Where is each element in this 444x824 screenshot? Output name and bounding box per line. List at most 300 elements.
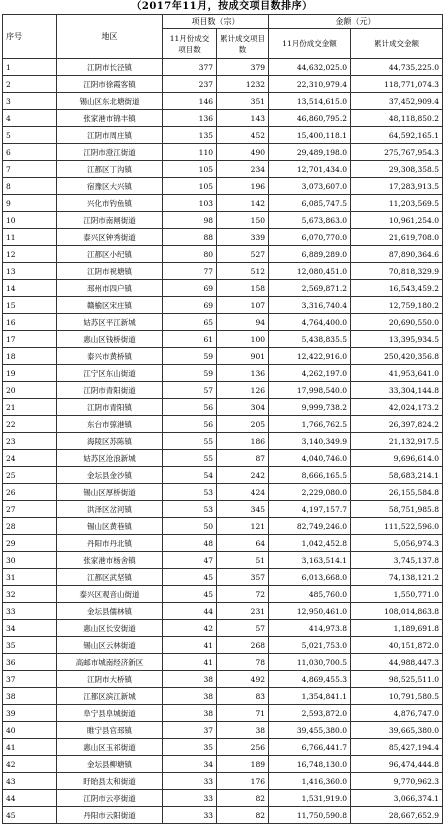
- cell-amount-total: 13,395,934.5: [351, 331, 443, 348]
- cell-amount-month: 1,042,452.8: [269, 535, 351, 552]
- cell-amount-month: 13,514,615.0: [269, 93, 351, 110]
- table-row: [3, 586, 443, 603]
- cell-projects-total: 424: [217, 484, 269, 501]
- cell-projects-month: 41: [163, 654, 217, 671]
- cell-projects-total: 231: [217, 603, 269, 620]
- cell-area: 东台市弶港镇: [57, 416, 163, 433]
- cell-area: 睢宁县官邳镇: [57, 722, 163, 739]
- table-row: [3, 552, 443, 569]
- cell-no: 4: [3, 110, 57, 127]
- cell-projects-month: 33: [163, 773, 217, 790]
- table-row: [3, 144, 443, 161]
- cell-amount-month: 414,973.8: [269, 620, 351, 637]
- cell-area: 邳州市四户镇: [57, 280, 163, 297]
- cell-projects-total: 176: [217, 773, 269, 790]
- cell-projects-month: 56: [163, 399, 217, 416]
- cell-area: 锡山区云林街道: [57, 637, 163, 654]
- cell-no: 44: [3, 790, 57, 807]
- cell-projects-total: 126: [217, 382, 269, 399]
- cell-projects-month: 54: [163, 467, 217, 484]
- cell-projects-month: 88: [163, 229, 217, 246]
- cell-no: 19: [3, 365, 57, 382]
- cell-amount-month: 17,998,540.0: [269, 382, 351, 399]
- cell-projects-total: 268: [217, 637, 269, 654]
- cell-projects-total: 83: [217, 688, 269, 705]
- cell-area: 锡山区黄巷镇: [57, 518, 163, 535]
- cell-area: 丹阳市丹北镇: [57, 535, 163, 552]
- cell-projects-month: 38: [163, 688, 217, 705]
- cell-amount-month: 12,701,434.0: [269, 161, 351, 178]
- table-row: [3, 331, 443, 348]
- cell-amount-month: 5,673,863.0: [269, 212, 351, 229]
- cell-projects-month: 59: [163, 348, 217, 365]
- cell-projects-month: 110: [163, 144, 217, 161]
- table-row: [3, 654, 443, 671]
- cell-area: 锡山区东北塘街道: [57, 93, 163, 110]
- cell-amount-total: 26,155,584.8: [351, 484, 443, 501]
- table-row: [3, 178, 443, 195]
- cell-no: 5: [3, 127, 57, 144]
- cell-amount-month: 6,085,747.5: [269, 195, 351, 212]
- cell-amount-month: 4,040,746.0: [269, 450, 351, 467]
- cell-area: 江阴市长泾镇: [57, 59, 163, 76]
- cell-amount-total: 37,452,909.4: [351, 93, 443, 110]
- cell-area: 江都区丁沟镇: [57, 161, 163, 178]
- cell-projects-month: 237: [163, 76, 217, 93]
- table-row: [3, 688, 443, 705]
- cell-amount-total: 58,751,985.8: [351, 501, 443, 518]
- cell-no: 9: [3, 195, 57, 212]
- cell-projects-total: 242: [217, 467, 269, 484]
- cell-amount-total: 44,988,447.3: [351, 654, 443, 671]
- cell-projects-total: 143: [217, 110, 269, 127]
- cell-projects-total: 82: [217, 807, 269, 824]
- cell-no: 13: [3, 263, 57, 280]
- cell-no: 22: [3, 416, 57, 433]
- cell-amount-total: 21,619,708.0: [351, 229, 443, 246]
- table-row: [3, 671, 443, 688]
- table-row: [3, 467, 443, 484]
- cell-projects-month: 80: [163, 246, 217, 263]
- cell-amount-month: 3,316,740.4: [269, 297, 351, 314]
- cell-area: 惠山区钱桥街道: [57, 331, 163, 348]
- cell-amount-total: 29,308,358.5: [351, 161, 443, 178]
- cell-area: 赣榆区宋庄镇: [57, 297, 163, 314]
- cell-projects-total: 38: [217, 722, 269, 739]
- cell-amount-month: 485,760.0: [269, 586, 351, 603]
- cell-amount-total: 33,304,144.8: [351, 382, 443, 399]
- cell-area: 江阴市大桥镇: [57, 671, 163, 688]
- cell-projects-month: 33: [163, 807, 217, 824]
- cell-projects-total: 205: [217, 416, 269, 433]
- cell-amount-month: 2,229,080.0: [269, 484, 351, 501]
- cell-no: 7: [3, 161, 57, 178]
- cell-no: 36: [3, 654, 57, 671]
- cell-amount-month: 6,013,668.0: [269, 569, 351, 586]
- header-amount-total: 累计成交金额: [351, 29, 443, 59]
- cell-projects-month: 44: [163, 603, 217, 620]
- table-row: [3, 263, 443, 280]
- cell-amount-month: 6,070,770.0: [269, 229, 351, 246]
- table-row: [3, 212, 443, 229]
- cell-projects-total: 121: [217, 518, 269, 535]
- cell-projects-total: 256: [217, 739, 269, 756]
- cell-amount-total: 10,791,580.5: [351, 688, 443, 705]
- cell-projects-month: 377: [163, 59, 217, 76]
- cell-projects-month: 59: [163, 365, 217, 382]
- cell-no: 45: [3, 807, 57, 824]
- cell-projects-total: 304: [217, 399, 269, 416]
- cell-projects-total: 186: [217, 433, 269, 450]
- table-row: [3, 535, 443, 552]
- cell-projects-total: 351: [217, 93, 269, 110]
- cell-area: 江宁区东山街道: [57, 365, 163, 382]
- cell-area: 丹阳市云阳街道: [57, 807, 163, 824]
- cell-amount-total: 87,890,364.6: [351, 246, 443, 263]
- cell-amount-month: 3,140,349.9: [269, 433, 351, 450]
- cell-amount-total: 44,735,225.0: [351, 59, 443, 76]
- cell-no: 11: [3, 229, 57, 246]
- cell-area: 惠山区长安街道: [57, 620, 163, 637]
- table-row: [3, 620, 443, 637]
- cell-no: 27: [3, 501, 57, 518]
- cell-projects-total: 196: [217, 178, 269, 195]
- cell-amount-month: 46,860,795.2: [269, 110, 351, 127]
- cell-amount-month: 4,869,455.3: [269, 671, 351, 688]
- cell-no: 28: [3, 518, 57, 535]
- cell-no: 21: [3, 399, 57, 416]
- ranking-table: [2, 14, 443, 824]
- cell-amount-month: 4,197,157.7: [269, 501, 351, 518]
- cell-no: 23: [3, 433, 57, 450]
- table-row: [3, 280, 443, 297]
- cell-projects-month: 135: [163, 127, 217, 144]
- cell-amount-month: 5,438,835.5: [269, 331, 351, 348]
- cell-amount-month: 1,354,841.1: [269, 688, 351, 705]
- cell-amount-total: 9,696,614.0: [351, 450, 443, 467]
- cell-area: 金坛县柳塘镇: [57, 756, 163, 773]
- cell-amount-month: 29,489,198.0: [269, 144, 351, 161]
- cell-area: 锡山区厚桥街道: [57, 484, 163, 501]
- table-row: [3, 127, 443, 144]
- table-row: [3, 756, 443, 773]
- table-row: [3, 739, 443, 756]
- table-row: [3, 433, 443, 450]
- cell-projects-month: 55: [163, 450, 217, 467]
- cell-no: 31: [3, 569, 57, 586]
- cell-area: 阜宁县阜城街道: [57, 705, 163, 722]
- table-row: [3, 348, 443, 365]
- cell-amount-month: 1,416,360.0: [269, 773, 351, 790]
- cell-area: 江阴市祝塘镇: [57, 263, 163, 280]
- table-row: [3, 246, 443, 263]
- cell-amount-total: 3,745,137.8: [351, 552, 443, 569]
- cell-area: 金坛县金沙镇: [57, 467, 163, 484]
- table-row: [3, 518, 443, 535]
- table-row: [3, 314, 443, 331]
- cell-amount-month: 3,163,514.1: [269, 552, 351, 569]
- cell-no: 1: [3, 59, 57, 76]
- table-row: [3, 195, 443, 212]
- cell-amount-month: 4,764,400.0: [269, 314, 351, 331]
- cell-amount-month: 15,400,118.1: [269, 127, 351, 144]
- table-row: [3, 603, 443, 620]
- cell-area: 江阴市澄江街道: [57, 144, 163, 161]
- cell-projects-total: 64: [217, 535, 269, 552]
- cell-amount-month: 2,569,871.2: [269, 280, 351, 297]
- table-body: [3, 59, 443, 824]
- table-row: [3, 76, 443, 93]
- cell-amount-total: 74,138,121.2: [351, 569, 443, 586]
- table-row: [3, 365, 443, 382]
- cell-amount-total: 70,818,329.9: [351, 263, 443, 280]
- cell-projects-total: 57: [217, 620, 269, 637]
- table-row: [3, 450, 443, 467]
- cell-area: 高邮市城南经济新区: [57, 654, 163, 671]
- cell-projects-month: 53: [163, 484, 217, 501]
- cell-amount-total: 10,961,254.0: [351, 212, 443, 229]
- cell-projects-month: 34: [163, 756, 217, 773]
- cell-amount-month: 12,950,461.0: [269, 603, 351, 620]
- table-row: [3, 229, 443, 246]
- cell-no: 20: [3, 382, 57, 399]
- cell-amount-month: 44,632,025.0: [269, 59, 351, 76]
- table-row: [3, 93, 443, 110]
- cell-amount-month: 3,073,607.0: [269, 178, 351, 195]
- cell-amount-month: 2,593,872.0: [269, 705, 351, 722]
- cell-projects-month: 98: [163, 212, 217, 229]
- cell-no: 32: [3, 586, 57, 603]
- cell-projects-total: 100: [217, 331, 269, 348]
- table-row: [3, 569, 443, 586]
- cell-area: 盱眙县太和街道: [57, 773, 163, 790]
- cell-no: 43: [3, 773, 57, 790]
- table-row: [3, 297, 443, 314]
- cell-no: 35: [3, 637, 57, 654]
- cell-amount-total: 4,876,747.0: [351, 705, 443, 722]
- cell-amount-month: 39,455,380.0: [269, 722, 351, 739]
- cell-projects-total: 51: [217, 552, 269, 569]
- cell-no: 2: [3, 76, 57, 93]
- cell-amount-total: 58,683,214.1: [351, 467, 443, 484]
- cell-projects-total: 492: [217, 671, 269, 688]
- cell-amount-total: 85,427,194.4: [351, 739, 443, 756]
- cell-projects-total: 1232: [217, 76, 269, 93]
- table-row: [3, 161, 443, 178]
- table-row: [3, 484, 443, 501]
- cell-projects-month: 38: [163, 705, 217, 722]
- cell-amount-total: 1,550,771.0: [351, 586, 443, 603]
- cell-projects-total: 82: [217, 790, 269, 807]
- cell-amount-total: 118,771,074.3: [351, 76, 443, 93]
- cell-projects-month: 69: [163, 297, 217, 314]
- cell-area: 泰兴区钟秀街道: [57, 229, 163, 246]
- cell-projects-total: 452: [217, 127, 269, 144]
- table-row: [3, 790, 443, 807]
- cell-no: 41: [3, 739, 57, 756]
- cell-amount-month: 11,750,590.8: [269, 807, 351, 824]
- cell-amount-total: 42,024,173.2: [351, 399, 443, 416]
- cell-no: 6: [3, 144, 57, 161]
- cell-projects-total: 136: [217, 365, 269, 382]
- cell-no: 42: [3, 756, 57, 773]
- cell-projects-month: 42: [163, 620, 217, 637]
- table-row: [3, 416, 443, 433]
- cell-projects-month: 69: [163, 280, 217, 297]
- cell-amount-total: 250,420,356.8: [351, 348, 443, 365]
- cell-amount-total: 41,953,641.0: [351, 365, 443, 382]
- cell-amount-total: 108,014,863.8: [351, 603, 443, 620]
- cell-projects-total: 357: [217, 569, 269, 586]
- cell-amount-total: 275,767,954.3: [351, 144, 443, 161]
- cell-projects-month: 41: [163, 637, 217, 654]
- cell-no: 14: [3, 280, 57, 297]
- cell-area: 江阴市南闸街道: [57, 212, 163, 229]
- table-caption: （2017年11月，按成交项目数排序）: [131, 1, 313, 12]
- cell-projects-total: 490: [217, 144, 269, 161]
- cell-amount-total: 28,667,652.9: [351, 807, 443, 824]
- cell-amount-month: 9,999,738.2: [269, 399, 351, 416]
- table-row: [3, 59, 443, 76]
- cell-area: 海陵区苏陈镇: [57, 433, 163, 450]
- cell-projects-total: 339: [217, 229, 269, 246]
- cell-area: 姑苏区沧浪新城: [57, 450, 163, 467]
- header-no: 序号: [3, 15, 57, 59]
- cell-projects-month: 53: [163, 501, 217, 518]
- cell-amount-total: 48,118,850.2: [351, 110, 443, 127]
- cell-projects-month: 56: [163, 416, 217, 433]
- cell-area: 兴化市钓鱼镇: [57, 195, 163, 212]
- cell-amount-month: 82,749,246.0: [269, 518, 351, 535]
- cell-area: 姑苏区平江新城: [57, 314, 163, 331]
- cell-area: 江阴市青阳镇: [57, 399, 163, 416]
- cell-projects-month: 77: [163, 263, 217, 280]
- cell-amount-total: 1,189,691.8: [351, 620, 443, 637]
- cell-no: 39: [3, 705, 57, 722]
- cell-amount-total: 17,283,913.5: [351, 178, 443, 195]
- cell-area: 金坛县儒林镇: [57, 603, 163, 620]
- header-amount-month: 11月份成交金额: [269, 29, 351, 59]
- table-row: [3, 722, 443, 739]
- cell-amount-total: 21,132,917.5: [351, 433, 443, 450]
- cell-projects-total: 71: [217, 705, 269, 722]
- cell-projects-month: 47: [163, 552, 217, 569]
- table-row: [3, 382, 443, 399]
- cell-no: 3: [3, 93, 57, 110]
- cell-projects-month: 37: [163, 722, 217, 739]
- header-projects-group: 项目数（宗）: [163, 15, 269, 29]
- cell-amount-month: 5,021,753.0: [269, 637, 351, 654]
- cell-no: 38: [3, 688, 57, 705]
- cell-amount-month: 8,666,165.5: [269, 467, 351, 484]
- cell-no: 37: [3, 671, 57, 688]
- cell-no: 16: [3, 314, 57, 331]
- cell-no: 8: [3, 178, 57, 195]
- cell-projects-total: 901: [217, 348, 269, 365]
- header-projects-month: 11月份成交项目数: [163, 29, 217, 59]
- cell-area: 泰兴区观音山街道: [57, 586, 163, 603]
- header-area: 地区: [57, 15, 163, 59]
- cell-projects-month: 136: [163, 110, 217, 127]
- cell-projects-month: 61: [163, 331, 217, 348]
- cell-amount-month: 12,422,916.0: [269, 348, 351, 365]
- cell-projects-month: 55: [163, 433, 217, 450]
- cell-projects-month: 45: [163, 569, 217, 586]
- cell-amount-total: 64,592,165.1: [351, 127, 443, 144]
- cell-no: 33: [3, 603, 57, 620]
- cell-no: 30: [3, 552, 57, 569]
- cell-projects-total: 142: [217, 195, 269, 212]
- cell-projects-total: 107: [217, 297, 269, 314]
- cell-amount-total: 5,056,974.3: [351, 535, 443, 552]
- cell-no: 34: [3, 620, 57, 637]
- cell-projects-month: 50: [163, 518, 217, 535]
- cell-amount-total: 11,203,569.5: [351, 195, 443, 212]
- cell-projects-total: 512: [217, 263, 269, 280]
- cell-projects-month: 57: [163, 382, 217, 399]
- cell-area: 泰兴市黄桥镇: [57, 348, 163, 365]
- cell-amount-month: 22,310,979.4: [269, 76, 351, 93]
- cell-amount-month: 1,766,762.5: [269, 416, 351, 433]
- cell-area: 江阴市云亭街道: [57, 790, 163, 807]
- cell-amount-total: 16,543,459.2: [351, 280, 443, 297]
- table-row: [3, 637, 443, 654]
- table-row: [3, 773, 443, 790]
- cell-projects-total: 527: [217, 246, 269, 263]
- cell-area: 江都区小纪镇: [57, 246, 163, 263]
- cell-amount-month: 1,531,919.0: [269, 790, 351, 807]
- cell-no: 10: [3, 212, 57, 229]
- cell-no: 25: [3, 467, 57, 484]
- cell-projects-month: 146: [163, 93, 217, 110]
- table-row: [3, 807, 443, 824]
- cell-area: 江都区滨江新城: [57, 688, 163, 705]
- cell-amount-month: 16,748,130.0: [269, 756, 351, 773]
- cell-amount-month: 11,030,700.5: [269, 654, 351, 671]
- cell-area: 江阴市青阳街道: [57, 382, 163, 399]
- cell-amount-total: 20,690,550.0: [351, 314, 443, 331]
- cell-projects-total: 158: [217, 280, 269, 297]
- cell-amount-month: 6,766,441.7: [269, 739, 351, 756]
- cell-no: 40: [3, 722, 57, 739]
- cell-projects-total: 78: [217, 654, 269, 671]
- cell-area: 张家港市锦丰镇: [57, 110, 163, 127]
- cell-no: 24: [3, 450, 57, 467]
- cell-amount-month: 12,080,451.0: [269, 263, 351, 280]
- table-row: [3, 501, 443, 518]
- cell-amount-total: 3,066,374.1: [351, 790, 443, 807]
- cell-area: 江都区武坚镇: [57, 569, 163, 586]
- cell-projects-month: 38: [163, 671, 217, 688]
- cell-projects-month: 105: [163, 161, 217, 178]
- cell-no: 12: [3, 246, 57, 263]
- cell-no: 17: [3, 331, 57, 348]
- cell-area: 江阴市徐霞客镇: [57, 76, 163, 93]
- cell-amount-total: 98,525,511.0: [351, 671, 443, 688]
- cell-amount-total: 12,759,180.2: [351, 297, 443, 314]
- cell-amount-total: 96,474,444.8: [351, 756, 443, 773]
- cell-amount-month: 4,262,197.0: [269, 365, 351, 382]
- cell-projects-month: 103: [163, 195, 217, 212]
- cell-area: 张家港市杨舍镇: [57, 552, 163, 569]
- header-projects-total: 累计成交项目数: [217, 29, 269, 59]
- cell-amount-total: 26,397,824.2: [351, 416, 443, 433]
- cell-no: 26: [3, 484, 57, 501]
- cell-area: 洪泽区岔河镇: [57, 501, 163, 518]
- cell-amount-total: 40,151,872.0: [351, 637, 443, 654]
- table-row: [3, 399, 443, 416]
- cell-no: 15: [3, 297, 57, 314]
